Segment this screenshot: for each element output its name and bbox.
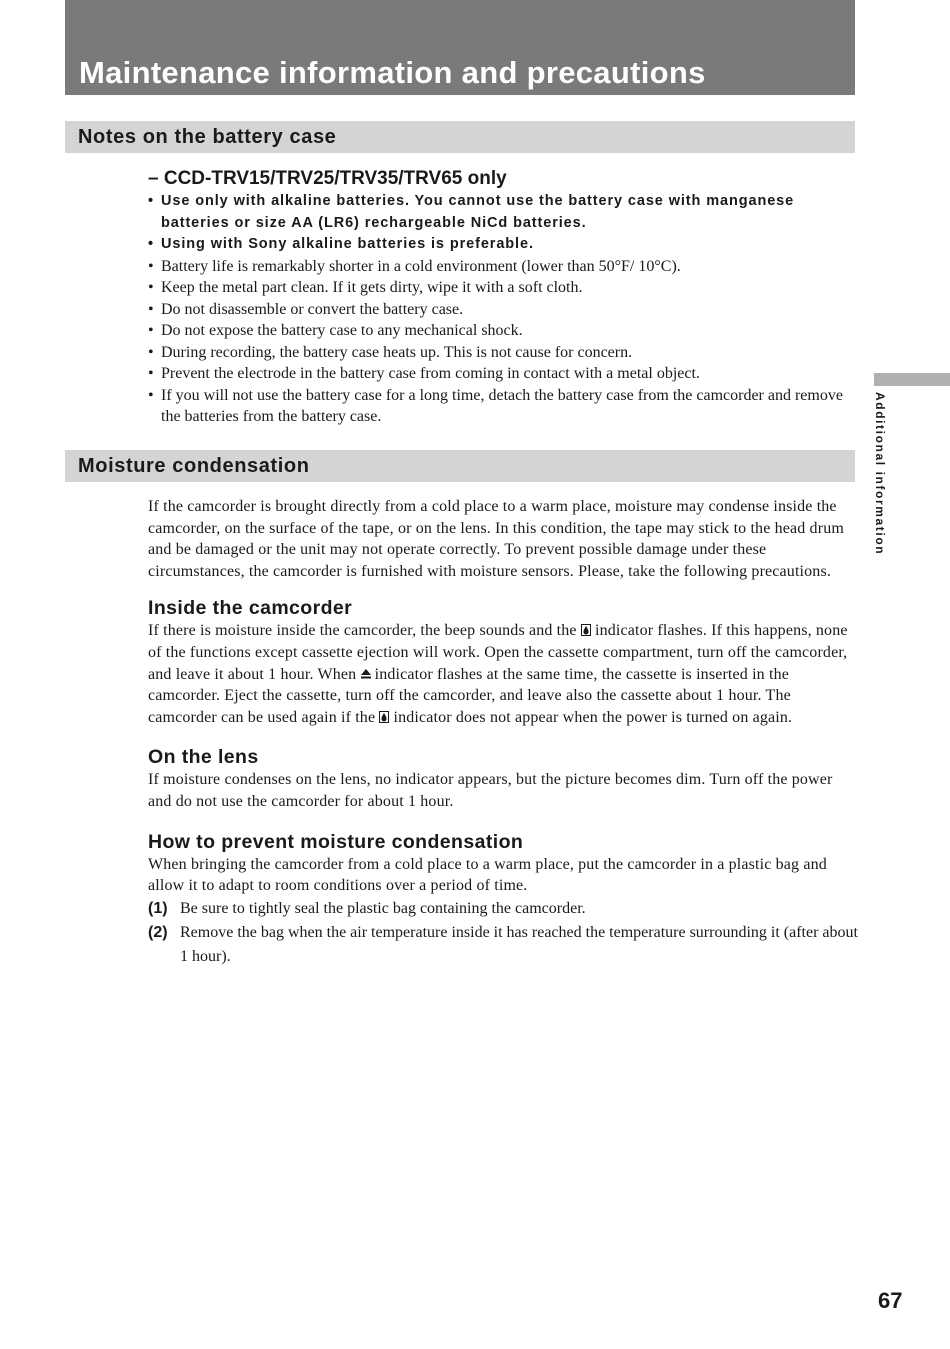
list-item: • Do not disassemble or convert the battery case. bbox=[148, 299, 860, 321]
battery-bullet-list bbox=[148, 191, 860, 428]
moisture-heading: Moisture condensation bbox=[78, 455, 310, 477]
moisture-section-body bbox=[148, 496, 860, 969]
side-section-label: Additional information bbox=[873, 392, 887, 556]
list-item: (1) Be sure to tightly seal the plastic bag containing the camcorder. bbox=[148, 899, 586, 917]
list-item: • Keep the metal part clean. If it gets dirty, wipe it with a soft cloth. bbox=[148, 277, 860, 299]
list-item: • During recording, the battery case heats up. This is not cause for concern. bbox=[148, 342, 860, 364]
list-item: • If you will not use the battery case for a long time, detach the battery case from the camcorder and remove the batteries from the battery case. bbox=[148, 385, 860, 428]
moisture-indicator-icon bbox=[379, 708, 389, 720]
inside-camcorder-heading: Inside the camcorder bbox=[148, 597, 353, 620]
moisture-intro: If the camcorder is brought directly from a cold place to a warm place, moisture may condense inside the camcorder, on the surface of the tape, or on the lens. In this condition, the tape may stick to the head drum and be damaged or the unit may not operate correctly. To prevent possible damage under these circumstances, the camcorder is furnished with moisture sensors. Please, take the following precautions. bbox=[148, 498, 844, 580]
title-bar bbox=[65, 0, 855, 95]
page-number: 67 bbox=[878, 1288, 903, 1313]
moisture-section-header bbox=[65, 450, 855, 482]
eject-icon bbox=[360, 665, 370, 677]
prevent-condensation-text: When bringing the camcorder from a cold place to a warm place, put the camcorder in a plastic bag and allow it to adapt to room conditions over a period of time. bbox=[148, 855, 827, 895]
on-the-lens-text: If moisture condenses on the lens, no indicator appears, but the picture becomes dim. Turn off the power and do not use the camcorder for about 1 hour. bbox=[148, 771, 833, 810]
prevent-steps-list bbox=[148, 897, 860, 969]
inside-camcorder-text: If there is moisture inside the camcorder, the beep sounds and the indicator flashes. If this happens, none of the functions except cassette ejection will work. Open the cassette compartment, turn off the camcorder, and leave it about 1 hour. When indicator flashes at the same time, the cassette is inserted in the camcorder. Eject the cassette, turn off the camcorder, and leave also the cassette about 1 hour. The camcorder can be used again if the indicator does not appear when the power is turned on again. bbox=[148, 622, 848, 726]
moisture-indicator-icon bbox=[581, 621, 591, 633]
list-item: • Using with Sony alkaline batteries is preferable. bbox=[148, 234, 860, 256]
list-item: • Prevent the electrode in the battery case from coming in contact with a metal object. bbox=[148, 363, 860, 385]
list-item: • Do not expose the battery case to any mechanical shock. bbox=[148, 320, 860, 342]
list-item: • Battery life is remarkably shorter in a cold environment (lower than 50°F/ 10°C). bbox=[148, 256, 860, 278]
on-the-lens-heading: On the lens bbox=[148, 746, 259, 769]
battery-section-header bbox=[65, 121, 855, 153]
battery-section-body bbox=[148, 167, 860, 428]
prevent-condensation-heading: How to prevent moisture condensation bbox=[148, 830, 524, 853]
battery-subtitle: – CCD-TRV15/TRV25/TRV35/TRV65 only bbox=[148, 168, 507, 189]
page-title: Maintenance information and precautions bbox=[79, 55, 706, 90]
list-item: (2) Remove the bag when the air temperature inside it has reached the temperature surrounding it (after about 1 hour). bbox=[148, 923, 858, 965]
side-tab bbox=[874, 373, 950, 386]
battery-heading: Notes on the battery case bbox=[78, 126, 337, 148]
list-item: • Use only with alkaline batteries. You cannot use the battery case with manganese batteries or size AA (LR6) rechargeable NiCd batteries. bbox=[148, 191, 860, 234]
